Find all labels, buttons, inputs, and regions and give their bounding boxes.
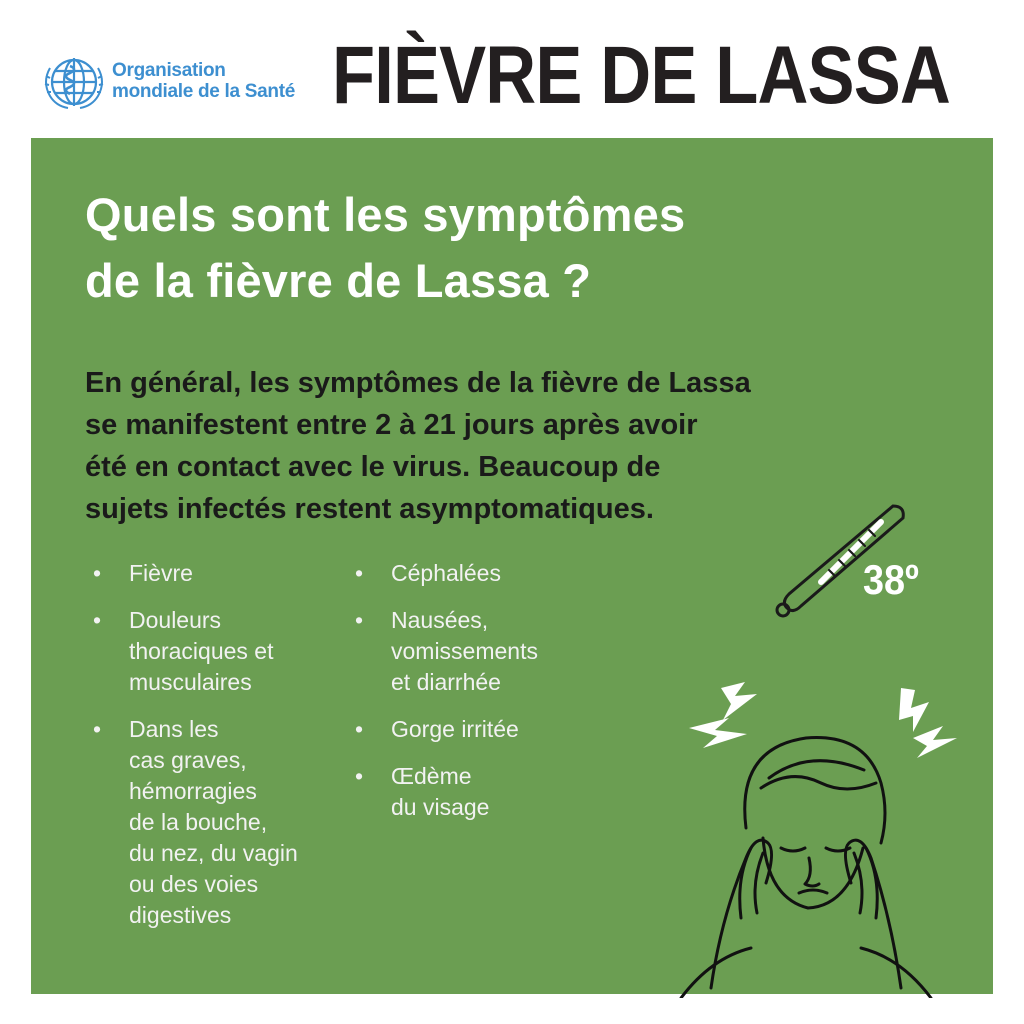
bullet: •: [354, 716, 364, 742]
page-title: FIÈVRE DE LASSA: [332, 30, 950, 121]
bullet: •: [92, 607, 102, 633]
list-item: [349, 605, 609, 698]
intro-line: sujets infectés restent asymptomatiques.: [85, 493, 654, 525]
question-heading: [85, 182, 685, 314]
question-line1: Quels sont les symptômes: [85, 188, 686, 241]
bullet: •: [354, 763, 364, 789]
list-item: [349, 761, 609, 823]
intro-line: se manifestent entre 2 à 21 jours après avoir: [85, 409, 698, 441]
symptom-list-right: [349, 558, 609, 839]
headache-person-icon: [651, 678, 961, 998]
list-item: [349, 714, 609, 745]
org-name-line2: mondiale de la Santé: [112, 81, 295, 102]
symptom-text: Douleurs thoraciques et musculaires: [129, 607, 274, 695]
header: [0, 0, 1024, 138]
symptom-text: Gorge irritée: [391, 716, 519, 742]
who-emblem-icon: [40, 52, 108, 112]
bullet: •: [354, 607, 364, 633]
symptom-list-left: [87, 558, 347, 947]
question-line2: de la fièvre de Lassa ?: [85, 254, 592, 307]
symptom-text: Nausées, vomissements et diarrhée: [391, 607, 538, 695]
symptom-text: Fièvre: [129, 560, 193, 586]
organization-name: [112, 60, 295, 102]
symptom-text: Céphalées: [391, 560, 501, 586]
intro-text: [85, 362, 751, 530]
list-item: [87, 605, 347, 698]
intro-line: été en contact avec le virus. Beaucoup de: [85, 451, 661, 483]
symptom-text: Œdème du visage: [391, 763, 490, 820]
bullet: •: [354, 560, 364, 586]
bullet: •: [92, 716, 102, 742]
symptom-text: Dans les cas graves, hémorragies de la bouche, du nez, du vagin ou des voies digestives: [129, 716, 298, 928]
bullet: •: [92, 560, 102, 586]
list-item: [349, 558, 609, 589]
org-name-line1: Organisation: [112, 60, 226, 81]
intro-line: En général, les symptômes de la fièvre de Lassa: [85, 367, 751, 399]
list-item: [87, 714, 347, 931]
list-item: [87, 558, 347, 589]
symptoms-panel: [31, 138, 993, 994]
temperature-label: 38º: [863, 556, 919, 603]
